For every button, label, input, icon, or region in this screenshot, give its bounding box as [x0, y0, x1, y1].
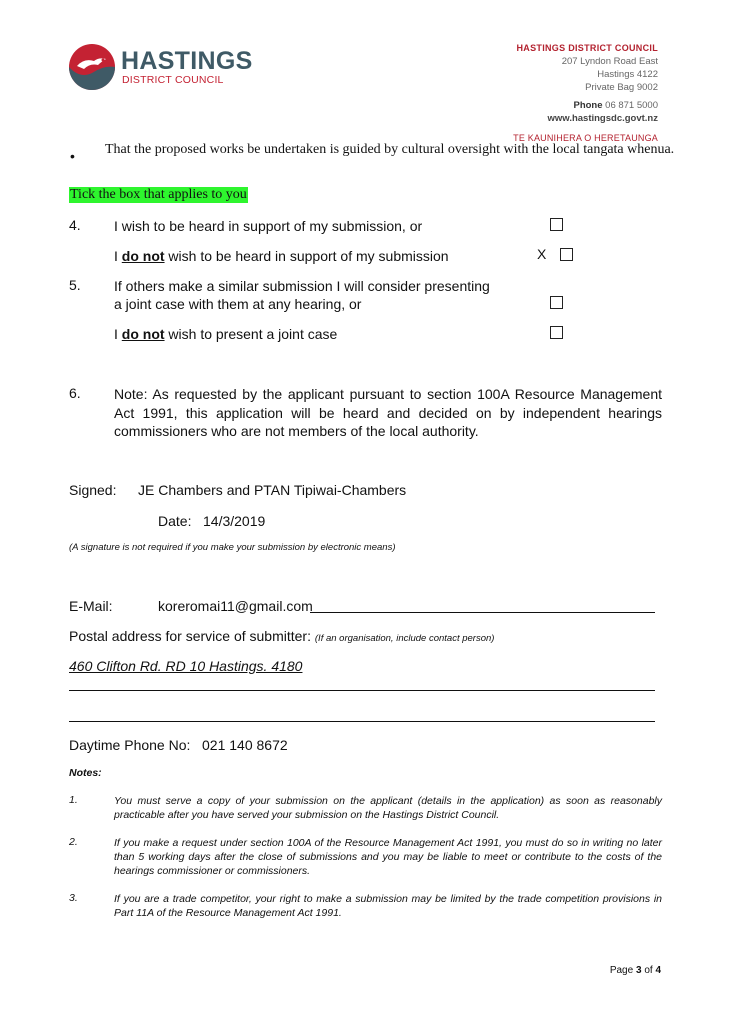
daytime-phone-label: Daytime Phone No: [69, 737, 191, 753]
not-heard-checkbox[interactable] [560, 248, 573, 261]
address-line-1: 207 Lyndon Road East [561, 56, 658, 67]
selected-x-mark: X [537, 246, 547, 262]
tick-instruction: Tick the box that applies to you [70, 187, 247, 202]
date-label: Date: [158, 513, 192, 529]
item-6-note: Note: As requested by the applicant pursuant to section 100A Resource Management Act 1991, this application will be heard and decided on by independent hearings commissioners who are not members of the local authority. [114, 386, 662, 439]
email-underline [310, 612, 655, 613]
note-3-number: 3. [69, 892, 78, 904]
item-5b-text: I do not wish to present a joint case [114, 326, 338, 342]
item-4-number: 4. [69, 217, 81, 233]
joint-case-checkbox[interactable] [550, 296, 563, 309]
note-1-number: 1. [69, 794, 78, 806]
signed-value: JE Chambers and PTAN Tipiwai-Chambers [138, 482, 407, 498]
postal-label: Postal address for service of submitter: (If an organisation, include contact person) [69, 628, 495, 644]
do-not-emphasis: do not [121, 248, 165, 264]
phone-value: 06 871 5000 [605, 100, 658, 111]
council-phone [573, 100, 658, 112]
postal-line-3 [69, 721, 655, 722]
email-field[interactable]: koreromai11@gmail.com [158, 598, 313, 614]
no-joint-case-checkbox[interactable] [550, 326, 563, 339]
note-2-text: If you make a request under section 100A of the Resource Management Act 1991, you must do so in writing no later than 5 working days after the close of submissions and you may be liable to meet or contribute to the costs of the hearings commissioner or commissioners. [114, 837, 662, 877]
address-line-3: Private Bag 9002 [585, 82, 658, 93]
notes-header: Notes: [69, 767, 102, 779]
logo-subtitle: DISTRICT COUNCIL [122, 74, 224, 86]
do-not-emphasis: do not [121, 326, 165, 342]
note-3-text: If you are a trade competitor, your right to make a submission may be limited by the trade competition provisions in Part 11A of the Resource Management Act 1991. [114, 893, 662, 919]
phone-label: Phone [573, 100, 603, 111]
item-4-text: I wish to be heard in support of my submission, or [114, 218, 423, 234]
email-label: E-Mail: [69, 598, 113, 614]
item-5-line-1: If others make a similar submission I will consider presenting [114, 278, 490, 294]
logo-title: HASTINGS [121, 47, 253, 75]
address-line-2: Hastings 4122 [597, 69, 658, 80]
signed-label: Signed: [69, 482, 117, 498]
postal-note: (If an organisation, include contact person) [314, 633, 495, 644]
date-value: 14/3/2019 [203, 513, 266, 529]
postal-address-field[interactable]: 460 Clifton Rd. RD 10 Hastings. 4180 [69, 658, 303, 674]
council-logo-icon [68, 43, 116, 91]
note-1-text: You must serve a copy of your submission on the applicant (details in the application) as soon as reasonably practicable after you have served your submission on the Hastings District Council. [114, 795, 662, 821]
item-5-number: 5. [69, 277, 81, 293]
postal-line-2 [69, 690, 655, 691]
maori-council-name: TE KAUNIHERA O HERETAUNGA [513, 133, 658, 143]
bullet-text: That the proposed works be undertaken is guided by cultural oversight with the local tangata whenua. [105, 142, 675, 157]
council-website: www.hastingsdc.govt.nz [547, 113, 658, 124]
page-number: Page 3 of 4 [609, 965, 661, 976]
bullet-icon: • [70, 148, 75, 164]
signature-note: (A signature is not required if you make your submission by electronic means) [69, 542, 396, 553]
item-6-number: 6. [69, 385, 81, 401]
council-name: HASTINGS DISTRICT COUNCIL [516, 43, 658, 53]
item-4b-text: I do not wish to be heard in support of my submission [114, 248, 449, 264]
daytime-phone-field[interactable]: 021 140 8672 [202, 737, 288, 753]
heard-in-support-checkbox[interactable] [550, 218, 563, 231]
item-5-line-2: a joint case with them at any hearing, or [114, 296, 362, 312]
note-2-number: 2. [69, 836, 78, 848]
